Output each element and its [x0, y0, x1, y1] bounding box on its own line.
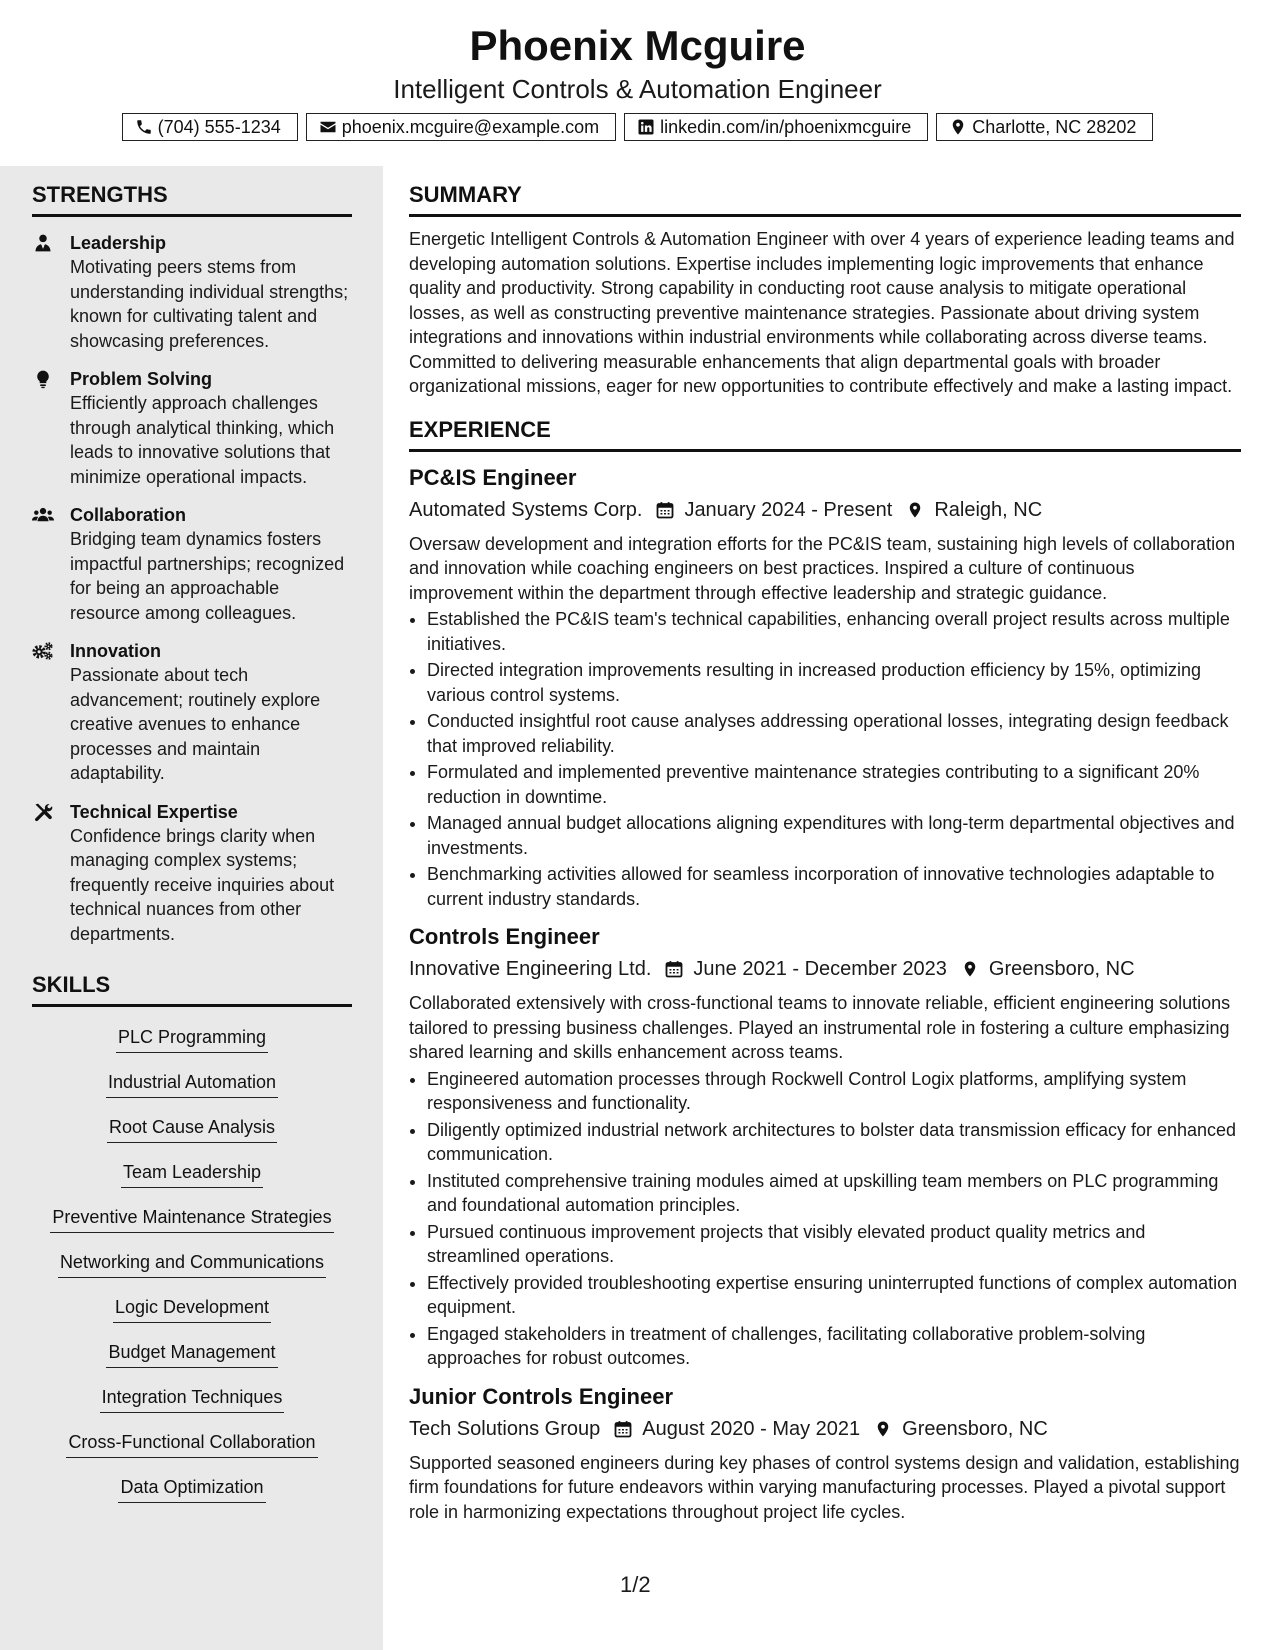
users-icon — [32, 505, 54, 525]
job-bullet: • Engineered automation processes through Rockwell Control Logix platforms, amplifying system responsiveness and functionality. — [427, 1067, 1241, 1116]
strength-desc: Bridging team dynamics fosters impactful partnerships; recognized for being an approachable resource among colleagues. — [70, 529, 345, 623]
candidate-title: Intelligent Controls & Automation Engineer — [393, 74, 882, 104]
calendar-icon — [665, 959, 683, 979]
skills-heading: SKILLS — [32, 972, 352, 1007]
job-location: Greensboro, NC — [902, 1417, 1048, 1440]
job-title: PC&IS Engineer — [409, 464, 577, 490]
user-tie-icon — [32, 233, 54, 253]
contact-phone[interactable] — [122, 113, 298, 141]
map-marker-icon — [906, 500, 924, 520]
job-company: Tech Solutions Group — [409, 1417, 601, 1440]
job-location: Raleigh, NC — [934, 498, 1043, 521]
job-dates: January 2024 - Present — [684, 498, 893, 521]
skill-item: Budget Management — [106, 1338, 277, 1368]
contact-email[interactable] — [306, 113, 616, 141]
job-entry — [409, 464, 1241, 912]
job-bullet: • Pursued continuous improvement projects that visibly elevated product quality metrics and streamlined operations. — [427, 1220, 1241, 1269]
sidebar — [0, 166, 383, 1650]
strengths-heading: STRENGTHS — [32, 182, 352, 217]
summary-text: Energetic Intelligent Controls & Automation Engineer with over 4 years of experience leading teams and developing automation solutions. Expertise includes implementing logic improvements that enhance quality and productivity. Strong capability in conducting root cause analysis to mitigate operational losses, as well as constructing preventive maintenance strategies. Passionate about driving system integrations and innovations within industrial environments while collaborating across diverse teams. Committed to delivering measurable enhancements that align departmental goals with broader organizational missions, eager for new opportunities to contribute effectively and make a lasting impact. — [409, 229, 1235, 396]
job-bullet: • Directed integration improvements resulting in increased production efficiency by 15%, optimizing various control systems. — [427, 658, 1241, 707]
strength-item — [32, 800, 352, 947]
location-text: Charlotte, NC 28202 — [972, 116, 1137, 137]
job-bullets — [409, 607, 1241, 911]
job-desc: Supported seasoned engineers during key phases of control systems design and validation, establishing firm foundations for future endeavors within varying manufacturing processes. Played a pivotal support role in harmonizing expectations throughout project life cycles. — [409, 1452, 1240, 1522]
strength-title: Leadership — [70, 233, 167, 253]
lightbulb-icon — [32, 369, 54, 389]
contact-row — [0, 113, 1275, 141]
job-bullet: • Effectively provided troubleshooting expertise ensuring uninterrupted functions of complex automation equipment. — [427, 1271, 1241, 1320]
skill-item: Logic Development — [113, 1293, 271, 1323]
tools-icon — [32, 802, 54, 822]
job-bullets — [409, 1067, 1241, 1371]
skill-item: PLC Programming — [116, 1023, 268, 1053]
job-meta — [409, 955, 1241, 983]
job-company: Automated Systems Corp. — [409, 498, 643, 521]
contact-linkedin[interactable] — [624, 113, 928, 141]
phone-icon — [135, 118, 153, 136]
job-bullet: • Benchmarking activities allowed for seamless incorporation of innovative technologies adaptable to current industry standards. — [427, 862, 1241, 911]
skill-item: Integration Techniques — [100, 1383, 285, 1413]
strength-title: Innovation — [70, 641, 161, 661]
strength-item — [32, 367, 352, 489]
job-bullet: • Diligently optimized industrial network architectures to bolster data transmission efficacy for enhanced communication. — [427, 1118, 1241, 1167]
skill-item: Team Leadership — [121, 1158, 263, 1188]
job-entry — [409, 1383, 1241, 1525]
strength-item — [32, 503, 352, 625]
calendar-icon — [614, 1419, 632, 1439]
job-meta — [409, 496, 1241, 524]
job-bullet: • Managed annual budget allocations aligning expenditures with long-term departmental objectives and investments. — [427, 811, 1241, 860]
job-entry — [409, 923, 1241, 1371]
job-title: Controls Engineer — [409, 924, 600, 949]
job-bullet: • Engaged stakeholders in treatment of challenges, facilitating collaborative problem-solving approaches for robust outcomes. — [427, 1322, 1241, 1371]
job-company: Innovative Engineering Ltd. — [409, 958, 652, 980]
strength-desc: Motivating peers stems from understanding individual strengths; known for cultivating talent and showcasing preferences. — [70, 257, 349, 351]
linkedin-icon — [637, 118, 655, 136]
map-marker-icon — [949, 118, 967, 136]
job-desc: Collaborated extensively with cross-functional teams to innovate reliable, efficient engineering solutions tailored to pressing business challenges. Played an instrumental role in fostering a culture emphasizing shared learning and skills enhancement across teams. — [409, 993, 1231, 1062]
phone-text: (704) 555-1234 — [157, 116, 281, 137]
calendar-icon — [656, 500, 674, 520]
map-marker-icon — [874, 1419, 892, 1439]
skill-list — [32, 1017, 352, 1512]
job-meta — [409, 1415, 1241, 1443]
job-bullet: • Instituted comprehensive training modules aimed at upskilling team members on PLC programming and foundational automation principles. — [427, 1169, 1241, 1218]
strength-desc: Efficiently approach challenges through analytical thinking, which leads to innovative solutions that minimize operational impacts. — [70, 393, 335, 487]
skill-item: Industrial Automation — [106, 1068, 278, 1098]
strength-item — [32, 639, 352, 786]
linkedin-text: linkedin.com/in/phoenixmcguire — [660, 116, 912, 137]
skill-item: Preventive Maintenance Strategies — [50, 1203, 333, 1233]
contact-location[interactable] — [936, 113, 1153, 141]
job-bullet: • Formulated and implemented preventive maintenance strategies contributing to a significant 20% reduction in downtime. — [427, 760, 1241, 809]
map-marker-icon — [961, 959, 979, 979]
strength-item — [32, 231, 352, 353]
skill-item: Root Cause Analysis — [107, 1113, 277, 1143]
page-number: 1/2 — [620, 1572, 651, 1597]
skill-item: Data Optimization — [118, 1473, 265, 1503]
strength-title: Technical Expertise — [70, 801, 238, 822]
strength-title: Problem Solving — [70, 369, 213, 389]
envelope-icon — [319, 118, 337, 136]
email-text: phoenix.mcguire@example.com — [341, 116, 600, 137]
job-desc: Oversaw development and integration efforts for the PC&IS team, sustaining high levels of collaboration and innovation while coaching engineers on best practices. Inspired a culture of continuous improvement within the department through effective leadership and strategic guidance. — [409, 533, 1236, 603]
job-bullet: • Established the PC&IS team's technical capabilities, enhancing overall project results across multiple initiatives. — [427, 607, 1241, 656]
cogs-icon — [32, 641, 54, 661]
strength-desc: Confidence brings clarity when managing complex systems; frequently receive inquiries about technical nuances from other departments. — [70, 825, 335, 944]
strength-desc: Passionate about tech advancement; routinely explore creative avenues to enhance processes and maintain adaptability. — [70, 665, 321, 783]
job-dates: June 2021 - December 2023 — [693, 958, 947, 980]
skill-item: Networking and Communications — [58, 1248, 326, 1278]
candidate-name: Phoenix Mcguire — [469, 22, 806, 69]
job-dates: August 2020 - May 2021 — [642, 1417, 861, 1440]
strength-title: Collaboration — [70, 505, 186, 525]
job-bullet: • Conducted insightful root cause analyses addressing operational losses, integrating design feedback that improved reliability. — [427, 709, 1241, 758]
job-location: Greensboro, NC — [988, 958, 1135, 980]
summary-heading: SUMMARY — [409, 182, 1241, 217]
job-title: Junior Controls Engineer — [409, 1383, 674, 1409]
main-column — [409, 166, 1241, 1524]
skill-item: Cross-Functional Collaboration — [66, 1428, 317, 1458]
experience-heading: EXPERIENCE — [409, 417, 1241, 452]
